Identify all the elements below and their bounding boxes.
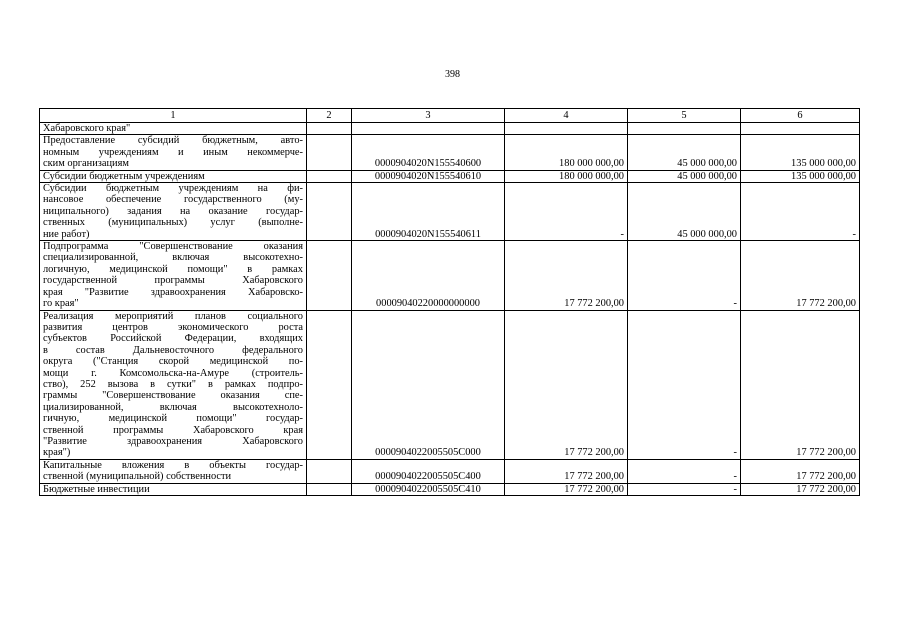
description-line: номным учреждениям и иным некоммерче- — [43, 146, 303, 158]
amount-cell: 180 000 000,00 — [505, 135, 628, 170]
description-line: "Развитие здравоохранения Хабаровского — [43, 435, 303, 447]
amount-cell: 17 772 200,00 — [505, 459, 628, 483]
description-line: края") — [43, 447, 71, 459]
description-cell — [40, 123, 307, 135]
amount-cell: - — [628, 459, 741, 483]
col2-cell — [307, 183, 352, 241]
table-row — [40, 123, 860, 135]
col2-cell — [307, 310, 352, 459]
description-line: нансовое обеспечение государственного (му- — [43, 194, 303, 206]
header-cell: 3 — [352, 109, 505, 123]
amount-cell: 45 000 000,00 — [628, 170, 741, 182]
header-cell: 2 — [307, 109, 352, 123]
header-cell: 4 — [505, 109, 628, 123]
description-line: Капитальные вложения в объекты государ- — [43, 459, 303, 471]
amount-cell — [628, 123, 741, 135]
amount-cell: 135 000 000,00 — [741, 170, 860, 182]
description-line: ственной программы Хабаровского края — [43, 424, 303, 436]
col2-cell — [307, 170, 352, 182]
description-line: Бюджетные инвестиции — [43, 483, 150, 495]
page-number: 398 — [445, 69, 460, 80]
budget-table — [39, 108, 860, 496]
description-line: го края" — [43, 298, 79, 310]
code-cell: 00009040220000000000 — [352, 241, 505, 310]
description-line: Реализация мероприятий планов социального — [43, 310, 303, 322]
amount-cell — [505, 123, 628, 135]
amount-cell: 17 772 200,00 — [741, 459, 860, 483]
table-row — [40, 183, 860, 241]
amount-cell: - — [628, 483, 741, 495]
amount-cell: - — [628, 310, 741, 459]
col2-cell — [307, 483, 352, 495]
description-line: развития центров экономического роста — [43, 321, 303, 333]
table-row — [40, 459, 860, 483]
description-line: в состав Дальневосточного федерального — [43, 344, 303, 356]
amount-cell: - — [628, 241, 741, 310]
description-line: ским организациям — [43, 158, 129, 170]
header-cell: 1 — [40, 109, 307, 123]
table-row — [40, 170, 860, 182]
description-cell — [40, 183, 307, 241]
code-cell: 0000904020N155540610 — [352, 170, 505, 182]
col2-cell — [307, 241, 352, 310]
amount-cell: 45 000 000,00 — [628, 135, 741, 170]
amount-cell: 17 772 200,00 — [741, 483, 860, 495]
code-cell: 0000904020N155540600 — [352, 135, 505, 170]
table-row — [40, 310, 860, 459]
description-line: государственной программы Хабаровского — [43, 275, 303, 287]
description-line: округа ("Станция скорой медицинской по- — [43, 356, 303, 368]
amount-cell: - — [741, 183, 860, 241]
amount-cell: 17 772 200,00 — [505, 241, 628, 310]
header-row — [40, 109, 860, 123]
table-row — [40, 241, 860, 310]
description-cell — [40, 135, 307, 170]
code-cell — [352, 123, 505, 135]
table-row — [40, 483, 860, 495]
description-line: ственной (муниципальной) собственности — [43, 471, 232, 483]
code-cell: 0000904022005505С400 — [352, 459, 505, 483]
description-cell — [40, 310, 307, 459]
table-row — [40, 135, 860, 170]
amount-cell: 45 000 000,00 — [628, 183, 741, 241]
description-line: Подпрограмма "Совершенствование оказания — [43, 241, 303, 253]
header-cell: 6 — [741, 109, 860, 123]
col2-cell — [307, 135, 352, 170]
code-cell: 0000904022005505С410 — [352, 483, 505, 495]
amount-cell — [741, 123, 860, 135]
amount-cell: 135 000 000,00 — [741, 135, 860, 170]
col2-cell — [307, 459, 352, 483]
description-line: мощи г. Комсомольска-на-Амуре (строитель- — [43, 367, 303, 379]
amount-cell: 17 772 200,00 — [741, 310, 860, 459]
amount-cell: - — [505, 183, 628, 241]
description-line: Субсидии бюджетным учреждениям на фи- — [43, 183, 303, 195]
description-line: ниципального) задания на оказание государ- — [43, 205, 303, 217]
description-line: ство), 252 вызова в сутки" в рамках подпро- — [43, 378, 303, 390]
description-line: логичную, медицинской помощи" в рамках — [43, 263, 303, 275]
header-cell: 5 — [628, 109, 741, 123]
amount-cell: 17 772 200,00 — [505, 483, 628, 495]
description-cell — [40, 170, 307, 182]
description-line: края "Развитие здравоохранения Хабаровско- — [43, 286, 303, 298]
code-cell: 0000904020N155540611 — [352, 183, 505, 241]
col2-cell — [307, 123, 352, 135]
code-cell: 0000904022005505С000 — [352, 310, 505, 459]
description-line: специализированной, включая высокотехно- — [43, 252, 303, 264]
description-cell — [40, 459, 307, 483]
description-line: субъектов Российской Федерации, входящих — [43, 333, 303, 345]
description-line: циализированной, включая высокотехноло- — [43, 401, 303, 413]
description-cell — [40, 483, 307, 495]
description-line: Предоставление субсидий бюджетным, авто- — [43, 135, 303, 147]
description-line: граммы "Совершенствование оказания спе- — [43, 390, 303, 402]
description-line: Хабаровского края" — [43, 123, 131, 134]
description-line: гичную, медицинской помощи" государ- — [43, 413, 303, 425]
amount-cell: 17 772 200,00 — [505, 310, 628, 459]
description-cell — [40, 241, 307, 310]
description-line: Субсидии бюджетным учреждениям — [43, 170, 205, 182]
description-line: ственных (муниципальных) услуг (выполне- — [43, 217, 303, 229]
description-line: ние работ) — [43, 228, 90, 240]
amount-cell: 17 772 200,00 — [741, 241, 860, 310]
amount-cell: 180 000 000,00 — [505, 170, 628, 182]
